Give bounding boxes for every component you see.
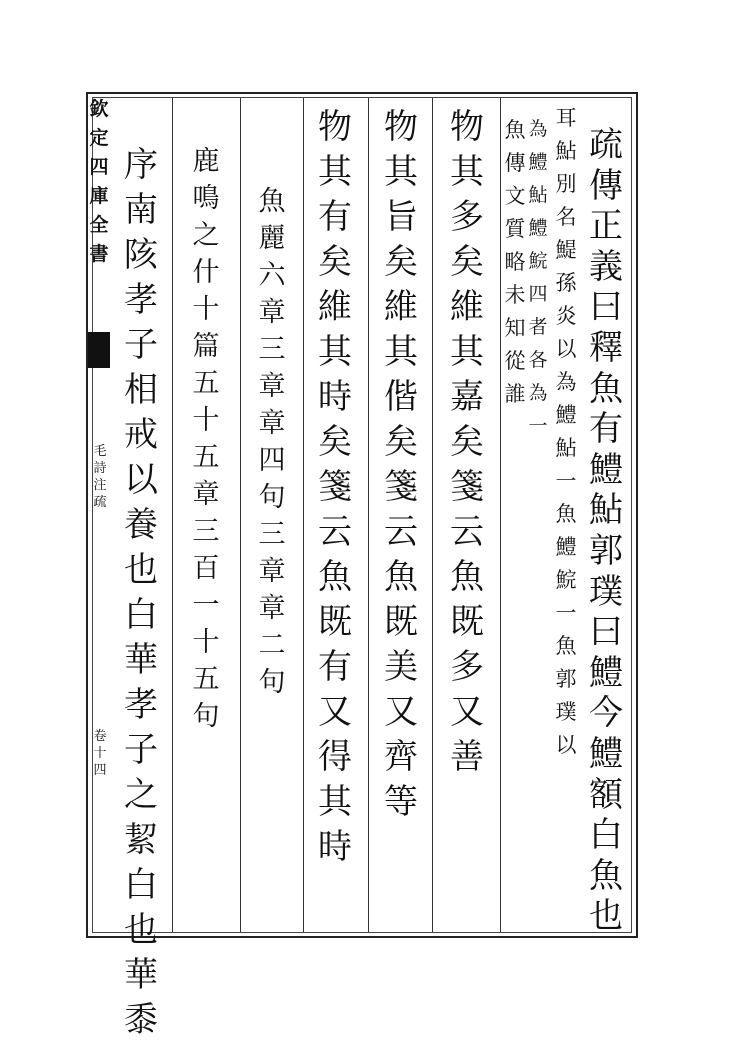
glyph: 白 [124,865,158,905]
glyph: 以 [124,460,158,500]
glyph: 釋 [589,327,623,368]
glyph: 也 [124,910,158,950]
glyph: 嘉 [450,377,484,417]
glyph: 魚 [589,368,623,409]
glyph: 之 [192,220,220,251]
glyph: 鱧 [528,217,548,239]
glyph: 魚 [589,855,623,896]
glyph: 郭 [589,530,623,571]
glyph: 句 [258,667,286,698]
glyph: 一 [192,590,220,621]
glyph: 多 [450,647,484,687]
glyph: 孫 [555,271,577,295]
glyph: 子 [124,325,158,365]
glyph: 子 [124,730,158,770]
glyph: 云 [450,512,484,552]
glyph: 篇 [192,331,220,362]
glyph: 云 [318,512,352,552]
glyph: 其 [318,152,352,192]
glyph: 時 [318,827,352,867]
glyph: 注 [93,478,107,493]
glyph: 矣 [318,422,352,462]
column-rule [432,98,433,932]
glyph: 卷 [93,729,107,744]
glyph: 鯇 [555,568,577,592]
glyph: 有 [318,647,352,687]
glyph: 善 [450,737,484,777]
glyph: 曰 [589,612,623,653]
glyph: 鮎 [589,490,623,531]
glyph: 正 [589,206,623,247]
glyph: 魚 [258,186,286,217]
glyph: 十 [93,746,107,761]
glyph: 齊 [384,737,418,777]
glyph: 黍 [124,1000,158,1040]
glyph: 欽 [89,98,109,120]
glyph: 毛 [93,444,107,459]
glyph: 時 [318,377,352,417]
text-column-8 [250,188,294,706]
glyph: 白 [589,815,623,856]
glyph: 魚 [504,118,526,142]
glyph: 偕 [384,377,418,417]
text-column-4 [503,120,527,417]
glyph: 三 [258,519,286,550]
glyph: 知 [504,316,526,340]
glyph: 質 [504,217,526,241]
glyph: 璞 [555,700,577,724]
glyph: 白 [124,595,158,635]
glyph: 絜 [124,820,158,860]
glyph: 麗 [258,223,286,254]
glyph: 鮎 [555,139,577,163]
glyph: 物 [318,107,352,147]
glyph: 養 [124,505,158,545]
glyph: 魚 [450,557,484,597]
glyph: 義 [589,246,623,287]
glyph: 章 [258,593,286,624]
glyph: 既 [384,602,418,642]
glyph: 物 [450,107,484,147]
glyph: 疏 [589,125,623,165]
glyph: 鳴 [192,183,220,214]
glyph: 孝 [124,685,158,725]
glyph: 華 [124,955,158,995]
glyph: 箋 [450,467,484,507]
glyph: 鱧 [555,535,577,559]
glyph: 又 [384,692,418,732]
glyph: 其 [384,152,418,192]
glyph: 維 [384,287,418,327]
glyph: 維 [450,287,484,327]
glyph: 其 [450,332,484,372]
glyph: 別 [555,172,577,196]
glyph: 相 [124,370,158,410]
glyph: 孝 [124,280,158,320]
glyph: 鱧 [528,151,548,173]
glyph: 未 [504,283,526,307]
column-rule [500,98,501,932]
glyph: 鱧 [555,403,577,427]
glyph: 其 [384,332,418,372]
glyph: 疏 [93,495,107,510]
glyph: 一 [528,415,548,437]
glyph: 句 [258,482,286,513]
glyph: 鯇 [528,250,548,272]
glyph: 四 [258,445,286,476]
glyph: 有 [318,197,352,237]
column-rule [303,98,304,932]
glyph: 鱧 [589,652,623,693]
glyph: 傳 [504,151,526,175]
text-column-2 [552,108,580,768]
glyph: 又 [450,692,484,732]
glyph: 章 [258,408,286,439]
glyph: 魚 [318,557,352,597]
glyph: 額 [589,774,623,815]
glyph: 鮎 [528,184,548,206]
glyph: 章 [258,297,286,328]
glyph: 得 [318,737,352,777]
column-rule [368,98,369,932]
page-number [92,730,108,781]
glyph: 曰 [589,287,623,328]
glyph: 三 [192,516,220,547]
glyph: 物 [384,107,418,147]
glyph: 魚 [384,557,418,597]
glyph: 鱧 [589,449,623,490]
glyph: 以 [555,337,577,361]
glyph: 炎 [555,304,577,328]
glyph: 全 [89,214,109,236]
glyph: 十 [192,294,220,325]
glyph: 華 [124,640,158,680]
glyph: 為 [528,382,548,404]
glyph: 書 [89,243,109,265]
glyph: 既 [450,602,484,642]
glyph: 等 [384,782,418,822]
glyph: 矣 [384,422,418,462]
glyph: 南 [124,190,158,230]
margin-label [92,445,108,513]
glyph: 維 [318,287,352,327]
glyph: 也 [589,896,623,937]
glyph: 三 [258,334,286,365]
glyph: 四 [89,156,109,178]
glyph: 一 [555,601,577,625]
glyph: 傳 [589,165,623,206]
text-column-6 [378,107,424,830]
glyph: 其 [450,152,484,192]
glyph: 云 [384,512,418,552]
glyph: 章 [192,479,220,510]
glyph: 什 [192,257,220,288]
glyph: 有 [589,409,623,450]
glyph: 陔 [124,235,158,275]
glyph: 箋 [384,467,418,507]
column-rule [240,98,241,932]
glyph: 旨 [384,197,418,237]
text-column-3 [526,120,550,450]
glyph: 多 [450,197,484,237]
glyph: 郭 [555,667,577,691]
glyph: 五 [192,442,220,473]
glyph: 為 [555,370,577,394]
glyph: 四 [528,283,548,305]
glyph: 誰 [504,382,526,406]
glyph: 矣 [450,422,484,462]
glyph: 箋 [318,467,352,507]
glyph: 文 [504,184,526,208]
glyph: 五 [192,368,220,399]
page-frame-inner [92,97,632,933]
glyph: 既 [318,602,352,642]
glyph: 又 [318,692,352,732]
text-column-7 [312,107,358,875]
glyph: 略 [504,250,526,274]
glyph: 十 [192,405,220,436]
text-column-5 [444,107,490,785]
glyph: 各 [528,349,548,371]
fishtail-mark [88,332,110,368]
glyph: 矣 [318,242,352,282]
book-title [88,100,110,328]
glyph: 其 [318,782,352,822]
glyph: 耳 [555,106,577,130]
glyph: 章 [258,371,286,402]
glyph: 也 [124,550,158,590]
glyph: 一 [555,469,577,493]
glyph: 魚 [555,634,577,658]
glyph: 矣 [384,242,418,282]
glyph: 序 [124,145,158,185]
glyph: 魚 [555,502,577,526]
glyph: 美 [384,647,418,687]
glyph: 十 [192,627,220,658]
glyph: 今 [589,693,623,734]
glyph: 矣 [450,242,484,282]
glyph: 鯷 [555,238,577,262]
glyph: 詩 [93,461,107,476]
glyph: 為 [528,118,548,140]
glyph: 以 [555,733,577,757]
glyph: 定 [89,127,109,149]
glyph: 五 [192,664,220,695]
glyph: 二 [258,630,286,661]
glyph: 者 [528,316,548,338]
column-rule [172,98,173,932]
glyph: 從 [504,349,526,373]
glyph: 六 [258,260,286,291]
glyph: 句 [192,701,220,732]
glyph: 鮎 [555,436,577,460]
glyph: 章 [258,556,286,587]
glyph: 鱧 [589,733,623,774]
text-column-1 [585,125,627,940]
glyph: 鹿 [192,146,220,177]
text-column-9 [184,148,228,740]
glyph: 其 [318,332,352,372]
glyph: 四 [93,763,107,778]
glyph: 璞 [589,571,623,612]
glyph: 庫 [89,185,109,207]
glyph: 戒 [124,415,158,455]
glyph: 之 [124,775,158,815]
glyph: 名 [555,205,577,229]
glyph: 百 [192,553,220,584]
text-column-10 [118,145,164,1048]
